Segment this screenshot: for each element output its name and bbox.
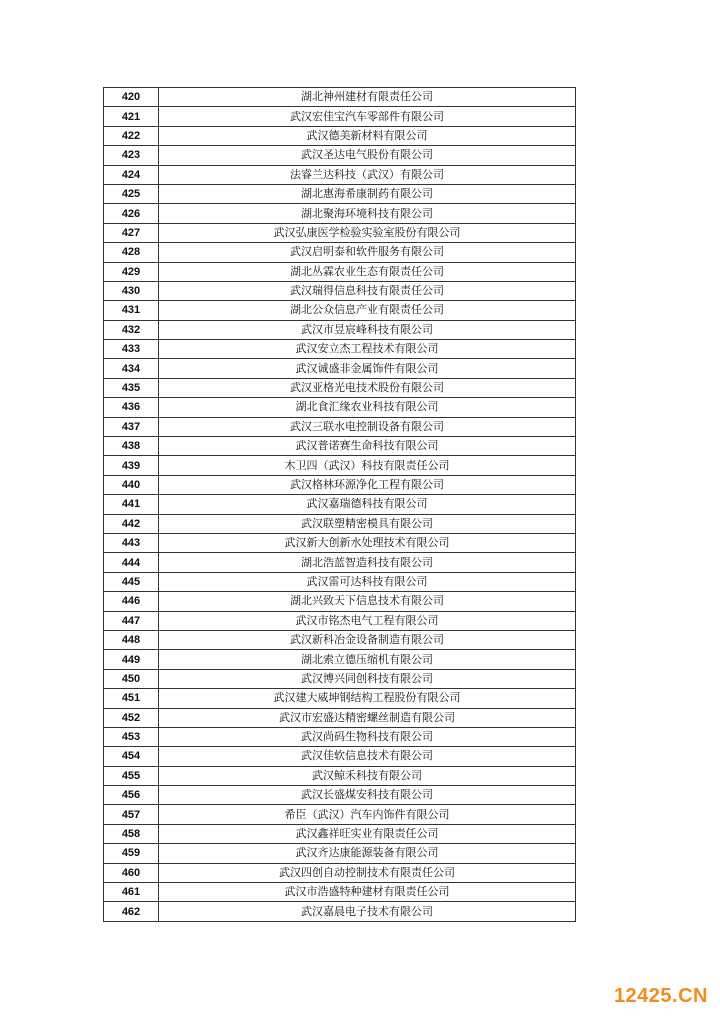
company-name: 湖北聚海环境科技有限公司 bbox=[159, 204, 576, 223]
row-number: 446 bbox=[104, 592, 159, 611]
company-name: 木卫四（武汉）科技有限责任公司 bbox=[159, 456, 576, 475]
row-number: 432 bbox=[104, 320, 159, 339]
table-row bbox=[104, 708, 576, 727]
company-name: 武汉圣达电气股份有限公司 bbox=[159, 146, 576, 165]
table-row bbox=[104, 766, 576, 785]
company-name: 湖北丛霖农业生态有限责任公司 bbox=[159, 262, 576, 281]
table-row bbox=[104, 669, 576, 688]
company-name: 武汉嘉瑞德科技有限公司 bbox=[159, 495, 576, 514]
row-number: 441 bbox=[104, 495, 159, 514]
table-row bbox=[104, 243, 576, 262]
company-name: 武汉联塑精密模具有限公司 bbox=[159, 514, 576, 533]
row-number: 431 bbox=[104, 301, 159, 320]
row-number: 428 bbox=[104, 243, 159, 262]
row-number: 443 bbox=[104, 533, 159, 552]
table-row bbox=[104, 533, 576, 552]
company-name: 武汉长盛煤安科技有限公司 bbox=[159, 786, 576, 805]
table-row bbox=[104, 514, 576, 533]
company-name: 武汉市铭杰电气工程有限公司 bbox=[159, 611, 576, 630]
table-row bbox=[104, 417, 576, 436]
row-number: 429 bbox=[104, 262, 159, 281]
company-name: 武汉嘉晨电子技术有限公司 bbox=[159, 902, 576, 921]
table-row bbox=[104, 301, 576, 320]
table-row bbox=[104, 107, 576, 126]
table-row bbox=[104, 883, 576, 902]
table-row bbox=[104, 475, 576, 494]
company-name: 武汉雷可达科技有限公司 bbox=[159, 572, 576, 591]
company-name: 武汉市宏盛达精密螺丝制造有限公司 bbox=[159, 708, 576, 727]
company-name: 湖北浩蓝智造科技有限公司 bbox=[159, 553, 576, 572]
table-row bbox=[104, 863, 576, 882]
row-number: 448 bbox=[104, 630, 159, 649]
row-number: 451 bbox=[104, 689, 159, 708]
company-name: 武汉尚码生物科技有限公司 bbox=[159, 727, 576, 746]
row-number: 426 bbox=[104, 204, 159, 223]
table-row bbox=[104, 359, 576, 378]
company-name: 武汉宏佳宝汽车零部件有限公司 bbox=[159, 107, 576, 126]
row-number: 424 bbox=[104, 165, 159, 184]
table-row bbox=[104, 378, 576, 397]
row-number: 453 bbox=[104, 727, 159, 746]
company-name: 湖北公众信息产业有限责任公司 bbox=[159, 301, 576, 320]
table-row bbox=[104, 146, 576, 165]
company-name: 武汉诚盛非金属饰件有限公司 bbox=[159, 359, 576, 378]
row-number: 460 bbox=[104, 863, 159, 882]
table-row bbox=[104, 204, 576, 223]
company-name: 武汉鑫祥旺实业有限责任公司 bbox=[159, 824, 576, 843]
company-name: 武汉市浩盛特种建材有限责任公司 bbox=[159, 883, 576, 902]
row-number: 444 bbox=[104, 553, 159, 572]
company-name: 武汉博兴同创科技有限公司 bbox=[159, 669, 576, 688]
row-number: 427 bbox=[104, 223, 159, 242]
table-row bbox=[104, 902, 576, 921]
row-number: 462 bbox=[104, 902, 159, 921]
row-number: 447 bbox=[104, 611, 159, 630]
row-number: 420 bbox=[104, 88, 159, 107]
table-row bbox=[104, 747, 576, 766]
table-row bbox=[104, 437, 576, 456]
row-number: 455 bbox=[104, 766, 159, 785]
table-row bbox=[104, 689, 576, 708]
row-number: 452 bbox=[104, 708, 159, 727]
company-name: 武汉德美新材料有限公司 bbox=[159, 126, 576, 145]
company-name: 武汉格林环源净化工程有限公司 bbox=[159, 475, 576, 494]
row-number: 425 bbox=[104, 184, 159, 203]
table-row bbox=[104, 495, 576, 514]
row-number: 440 bbox=[104, 475, 159, 494]
company-name: 武汉普诺赛生命科技有限公司 bbox=[159, 437, 576, 456]
table-row bbox=[104, 824, 576, 843]
row-number: 439 bbox=[104, 456, 159, 475]
company-name: 武汉齐达康能源装备有限公司 bbox=[159, 844, 576, 863]
table-row bbox=[104, 553, 576, 572]
table-row bbox=[104, 184, 576, 203]
row-number: 438 bbox=[104, 437, 159, 456]
table-row bbox=[104, 165, 576, 184]
row-number: 430 bbox=[104, 281, 159, 300]
row-number: 456 bbox=[104, 786, 159, 805]
table-row bbox=[104, 398, 576, 417]
table-row bbox=[104, 340, 576, 359]
table-row bbox=[104, 572, 576, 591]
row-number: 433 bbox=[104, 340, 159, 359]
company-name: 武汉四创自动控制技术有限责任公司 bbox=[159, 863, 576, 882]
row-number: 449 bbox=[104, 650, 159, 669]
company-name: 湖北索立德压缩机有限公司 bbox=[159, 650, 576, 669]
company-name: 武汉新科冶金设备制造有限公司 bbox=[159, 630, 576, 649]
row-number: 434 bbox=[104, 359, 159, 378]
company-name: 湖北食汇缘农业科技有限公司 bbox=[159, 398, 576, 417]
company-name: 希臣（武汉）汽车内饰件有限公司 bbox=[159, 805, 576, 824]
company-name: 武汉安立杰工程技术有限公司 bbox=[159, 340, 576, 359]
table-row bbox=[104, 611, 576, 630]
row-number: 437 bbox=[104, 417, 159, 436]
company-name: 武汉弘康医学检验实验室股份有限公司 bbox=[159, 223, 576, 242]
row-number: 445 bbox=[104, 572, 159, 591]
company-name: 武汉瑞得信息科技有限责任公司 bbox=[159, 281, 576, 300]
company-list-body bbox=[104, 88, 576, 922]
table-row bbox=[104, 281, 576, 300]
company-name: 湖北惠海希康制药有限公司 bbox=[159, 184, 576, 203]
table-row bbox=[104, 88, 576, 107]
row-number: 459 bbox=[104, 844, 159, 863]
row-number: 422 bbox=[104, 126, 159, 145]
table-row bbox=[104, 592, 576, 611]
company-name: 湖北兴致天下信息技术有限公司 bbox=[159, 592, 576, 611]
table-row bbox=[104, 456, 576, 475]
table-row bbox=[104, 844, 576, 863]
company-name: 武汉佳软信息技术有限公司 bbox=[159, 747, 576, 766]
table-row bbox=[104, 727, 576, 746]
company-name: 武汉启明泰和软件服务有限公司 bbox=[159, 243, 576, 262]
company-list-table bbox=[103, 87, 576, 922]
company-name: 武汉市昱宸峰科技有限公司 bbox=[159, 320, 576, 339]
row-number: 435 bbox=[104, 378, 159, 397]
table-row bbox=[104, 320, 576, 339]
row-number: 454 bbox=[104, 747, 159, 766]
row-number: 423 bbox=[104, 146, 159, 165]
table-row bbox=[104, 630, 576, 649]
company-name: 湖北神州建材有限责任公司 bbox=[159, 88, 576, 107]
row-number: 436 bbox=[104, 398, 159, 417]
table-row bbox=[104, 262, 576, 281]
row-number: 450 bbox=[104, 669, 159, 688]
company-name: 武汉建大威坤钢结构工程股份有限公司 bbox=[159, 689, 576, 708]
company-name: 武汉新大创新水处理技术有限公司 bbox=[159, 533, 576, 552]
row-number: 442 bbox=[104, 514, 159, 533]
table-row bbox=[104, 786, 576, 805]
row-number: 461 bbox=[104, 883, 159, 902]
row-number: 458 bbox=[104, 824, 159, 843]
table-row bbox=[104, 126, 576, 145]
company-name: 武汉亚格光电技术股份有限公司 bbox=[159, 378, 576, 397]
table-row bbox=[104, 223, 576, 242]
table-row bbox=[104, 805, 576, 824]
row-number: 457 bbox=[104, 805, 159, 824]
row-number: 421 bbox=[104, 107, 159, 126]
table-row bbox=[104, 650, 576, 669]
company-name: 武汉鲸禾科技有限公司 bbox=[159, 766, 576, 785]
company-name: 武汉三联水电控制设备有限公司 bbox=[159, 417, 576, 436]
site-watermark: 12425.CN bbox=[613, 985, 708, 1007]
company-name: 法睿兰达科技（武汉）有限公司 bbox=[159, 165, 576, 184]
